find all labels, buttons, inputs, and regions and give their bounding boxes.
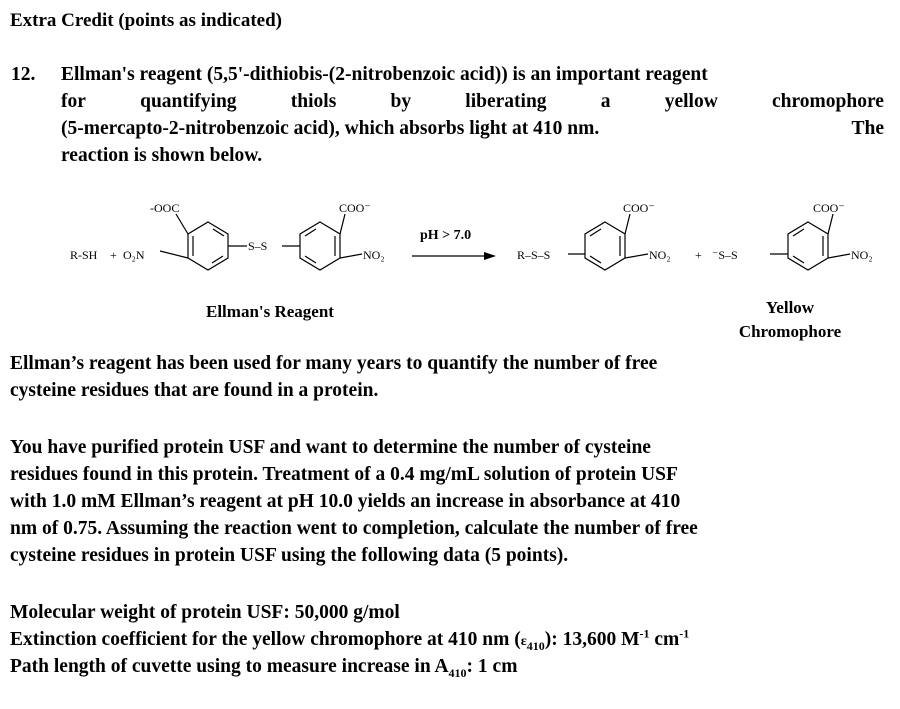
nitro-label: NO₂ <box>363 248 385 262</box>
caption-line: Yellow <box>765 298 815 317</box>
chromophore-caption <box>710 296 870 344</box>
paragraph-1-line-2: cysteine residues that are found in a protein. <box>10 380 379 401</box>
arrow-head <box>484 252 496 260</box>
word: for <box>61 91 86 112</box>
extinction-coefficient-line <box>10 626 884 653</box>
text: with 1.0 mM Ellman’s reagent at pH 10.0 yields an increase in absorbance at 410 <box>10 491 681 512</box>
question-line-3 <box>61 118 884 140</box>
text: Extinction coefficient for the yellow chromophore at 410 nm ( <box>10 629 521 650</box>
thiolate-label: ⁻S–S <box>712 248 738 262</box>
section-heading: Extra Credit (points as indicated) <box>10 10 282 31</box>
carboxylate-label: COO⁻ <box>623 201 655 215</box>
reagent-caption: Ellman's Reagent <box>206 302 334 321</box>
question-line-2 <box>61 91 884 113</box>
text: residues found in this protein. Treatment of a 0.4 mg/mL solution of protein USF <box>10 464 678 485</box>
text: cm <box>649 629 680 650</box>
carboxylate-label: COO⁻ <box>813 201 845 215</box>
word: quantifying <box>140 91 237 112</box>
text: Path length of cuvette using to measure increase in A <box>10 656 449 677</box>
arrow-label: pH > 7.0 <box>420 228 472 243</box>
benzene-ring-4 <box>788 222 828 270</box>
paragraph-2-line-2 <box>10 464 884 486</box>
question-text: Ellman's reagent (5,5'-dithiobis-(2-nitrobenzoic acid)) is an important reagent <box>61 64 708 85</box>
reaction-scheme <box>0 190 900 300</box>
paragraph-2-line-4 <box>10 518 884 540</box>
word: thiols <box>290 91 337 112</box>
paragraph-2-line-5: cysteine residues in protein USF using the following data (5 points). <box>10 545 569 566</box>
plus-sign: + <box>695 248 702 262</box>
thiol-label: R-SH <box>70 248 98 262</box>
carboxylate-label: COO⁻ <box>339 201 371 215</box>
nitro-label: NO₂ <box>649 248 671 262</box>
benzene-ring-1 <box>188 222 228 270</box>
caption-line: Chromophore <box>738 322 842 341</box>
epsilon-symbol: ε <box>520 634 527 649</box>
word: a <box>600 91 611 112</box>
word: chromophore <box>771 91 884 112</box>
text: nm of 0.75. Assuming the reaction went to completion, calculate the number of free <box>10 518 698 539</box>
text: Ellman’s reagent has been used for many years to quantify the number of free <box>10 353 658 374</box>
word: by <box>390 91 412 112</box>
question-text: The <box>851 118 884 139</box>
text: : 1 cm <box>466 656 518 677</box>
subscript: 410 <box>526 638 545 653</box>
superscript: -1 <box>639 626 650 641</box>
product-disulfide-label: R–S–S <box>517 248 551 262</box>
benzene-ring-3 <box>585 222 625 270</box>
paragraph-2-line-3 <box>10 491 884 513</box>
question-number: 12. <box>11 64 36 85</box>
nitro-label: NO₂ <box>851 248 873 262</box>
path-length-line <box>10 656 884 678</box>
nitro-label: O₂N <box>123 248 145 262</box>
superscript: -1 <box>679 626 690 641</box>
text: ): 13,600 M <box>544 629 640 650</box>
molecular-weight-line: Molecular weight of protein USF: 50,000 g/mol <box>10 602 400 623</box>
paragraph-2-line-1 <box>10 437 884 459</box>
question-line-4: reaction is shown below. <box>61 145 263 166</box>
word: liberating <box>465 91 547 112</box>
text: You have purified protein USF and want to determine the number of cysteine <box>10 437 651 458</box>
question-text: (5-mercapto-2-nitrobenzoic acid), which absorbs light at 410 nm. <box>61 118 600 139</box>
question-line-1 <box>61 64 884 86</box>
benzene-ring-2 <box>300 222 340 270</box>
paragraph-1-line-1 <box>10 353 884 375</box>
plus-sign: + <box>110 248 117 262</box>
disulfide-label: S–S <box>248 239 268 253</box>
word: yellow <box>664 91 718 112</box>
carboxylate-label: -OOC <box>150 201 180 215</box>
subscript: 410 <box>448 665 467 680</box>
